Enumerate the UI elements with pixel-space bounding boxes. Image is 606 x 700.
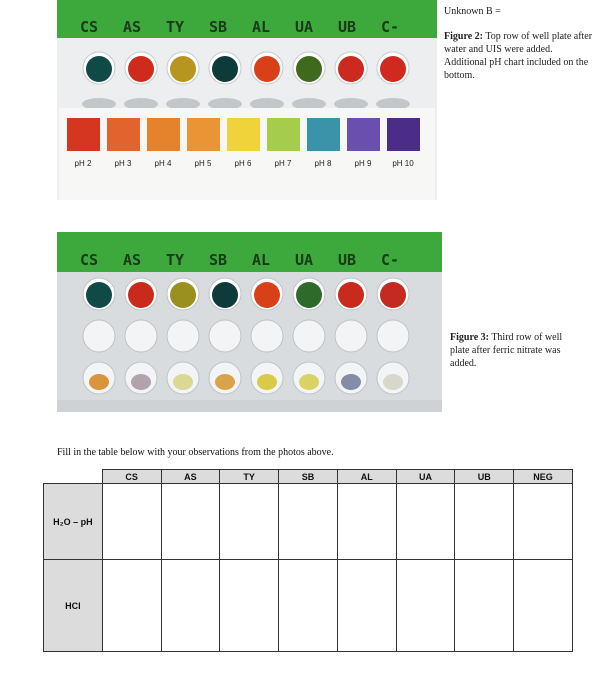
- observation-table: [43, 469, 573, 652]
- well-label: TY: [165, 251, 185, 269]
- ph-swatch: [187, 118, 220, 151]
- well-liquid: [89, 374, 109, 390]
- well-liquid: [128, 282, 154, 308]
- ph-label: pH 2: [74, 159, 92, 168]
- well-label: UB: [337, 18, 357, 36]
- column-header: TY: [220, 470, 279, 484]
- observation-cell[interactable]: [220, 560, 279, 652]
- well-liquid: [131, 374, 151, 390]
- well-liquid: [215, 374, 235, 390]
- observation-cell[interactable]: [337, 484, 396, 560]
- ph-swatch: [227, 118, 260, 151]
- row-header-water-ph: H₂O – pH: [44, 484, 103, 560]
- column-header: UA: [396, 470, 455, 484]
- well-liquid: [254, 282, 280, 308]
- well-label: AS: [122, 18, 142, 36]
- ph-swatch: [267, 118, 300, 151]
- ph-label: pH 8: [314, 159, 332, 168]
- well-liquid: [380, 56, 406, 82]
- column-header: AL: [337, 470, 396, 484]
- figure-3-photo: [57, 232, 442, 412]
- ph-swatch: [347, 118, 380, 151]
- observation-cell[interactable]: [102, 484, 161, 560]
- well-liquid: [170, 282, 196, 308]
- observation-cell[interactable]: [161, 560, 220, 652]
- figure-2-photo: [57, 0, 437, 200]
- figure-2-text: Top row of well plate after water and UIS were added. Additional pH chart included on the bottom.: [444, 31, 593, 81]
- well-liquid: [338, 282, 364, 308]
- observation-cell[interactable]: [514, 484, 573, 560]
- empty-well: [377, 320, 409, 352]
- figure-3-label: Figure 3:: [450, 332, 489, 343]
- well-liquid: [170, 56, 196, 82]
- well-label: CS: [79, 18, 99, 36]
- well-liquid: [380, 282, 406, 308]
- observation-cell[interactable]: [102, 560, 161, 652]
- instruction-text: Fill in the table below with your observations from the photos above.: [57, 447, 334, 458]
- well-liquid: [257, 374, 277, 390]
- ph-label: pH 4: [154, 159, 172, 168]
- well-label: C-: [380, 18, 400, 36]
- column-header: NEG: [514, 470, 573, 484]
- column-header: UB: [455, 470, 514, 484]
- observation-cell[interactable]: [279, 484, 338, 560]
- figure-3-text: Third row of well plate after ferric nitrate was added.: [450, 332, 563, 369]
- table-header-row: [44, 470, 573, 484]
- observation-cell[interactable]: [220, 484, 279, 560]
- ph-swatch: [107, 118, 140, 151]
- empty-well: [251, 320, 283, 352]
- well-label: CS: [79, 251, 99, 269]
- well-label: UB: [337, 251, 357, 269]
- observation-cell[interactable]: [396, 560, 455, 652]
- well-label: TY: [165, 18, 185, 36]
- well-label: SB: [208, 18, 228, 36]
- empty-well: [335, 320, 367, 352]
- observation-cell[interactable]: [455, 484, 514, 560]
- figure-2-caption: [444, 30, 594, 82]
- unknown-b-label: Unknown B =: [444, 6, 501, 17]
- well-liquid: [173, 374, 193, 390]
- column-header: SB: [279, 470, 338, 484]
- ph-label: pH 6: [234, 159, 252, 168]
- well-liquid: [254, 56, 280, 82]
- observation-cell[interactable]: [337, 560, 396, 652]
- ph-label: pH 5: [194, 159, 212, 168]
- well-liquid: [86, 282, 112, 308]
- empty-well: [209, 320, 241, 352]
- well-label: AL: [251, 251, 271, 269]
- well-liquid: [212, 56, 238, 82]
- table-corner-cell: [44, 470, 103, 484]
- ph-swatch: [387, 118, 420, 151]
- ph-swatch: [67, 118, 100, 151]
- well-plate-image-1: [57, 0, 437, 200]
- well-label: SB: [208, 251, 228, 269]
- column-header: AS: [161, 470, 220, 484]
- observation-cell[interactable]: [455, 560, 514, 652]
- ph-label: pH 7: [274, 159, 292, 168]
- empty-well: [125, 320, 157, 352]
- well-label: UA: [294, 251, 314, 269]
- well-liquid: [299, 374, 319, 390]
- well-label: C-: [380, 251, 400, 269]
- ph-swatch: [307, 118, 340, 151]
- well-liquid: [296, 56, 322, 82]
- plate-edge: [57, 400, 442, 412]
- row-header-hcl: HCl: [44, 560, 103, 652]
- well-liquid: [341, 374, 361, 390]
- well-label: AL: [251, 18, 271, 36]
- observation-cell[interactable]: [279, 560, 338, 652]
- figure-2-label: Figure 2:: [444, 31, 483, 42]
- table-row: [44, 560, 573, 652]
- ph-label: pH 10: [392, 159, 414, 168]
- ph-label: pH 9: [354, 159, 372, 168]
- well-liquid: [383, 374, 403, 390]
- well-plate-image-2: [57, 232, 442, 412]
- observation-cell[interactable]: [161, 484, 220, 560]
- well-liquid: [128, 56, 154, 82]
- ph-swatch: [147, 118, 180, 151]
- observation-cell[interactable]: [396, 484, 455, 560]
- well-liquid: [86, 56, 112, 82]
- empty-well: [167, 320, 199, 352]
- empty-well: [293, 320, 325, 352]
- ph-label: pH 3: [114, 159, 132, 168]
- well-liquid: [212, 282, 238, 308]
- well-liquid: [296, 282, 322, 308]
- figure-3-caption: [450, 331, 570, 370]
- observation-cell[interactable]: [514, 560, 573, 652]
- column-header: CS: [102, 470, 161, 484]
- well-liquid: [338, 56, 364, 82]
- table-row: [44, 484, 573, 560]
- well-label: AS: [122, 251, 142, 269]
- well-label: UA: [294, 18, 314, 36]
- empty-well: [83, 320, 115, 352]
